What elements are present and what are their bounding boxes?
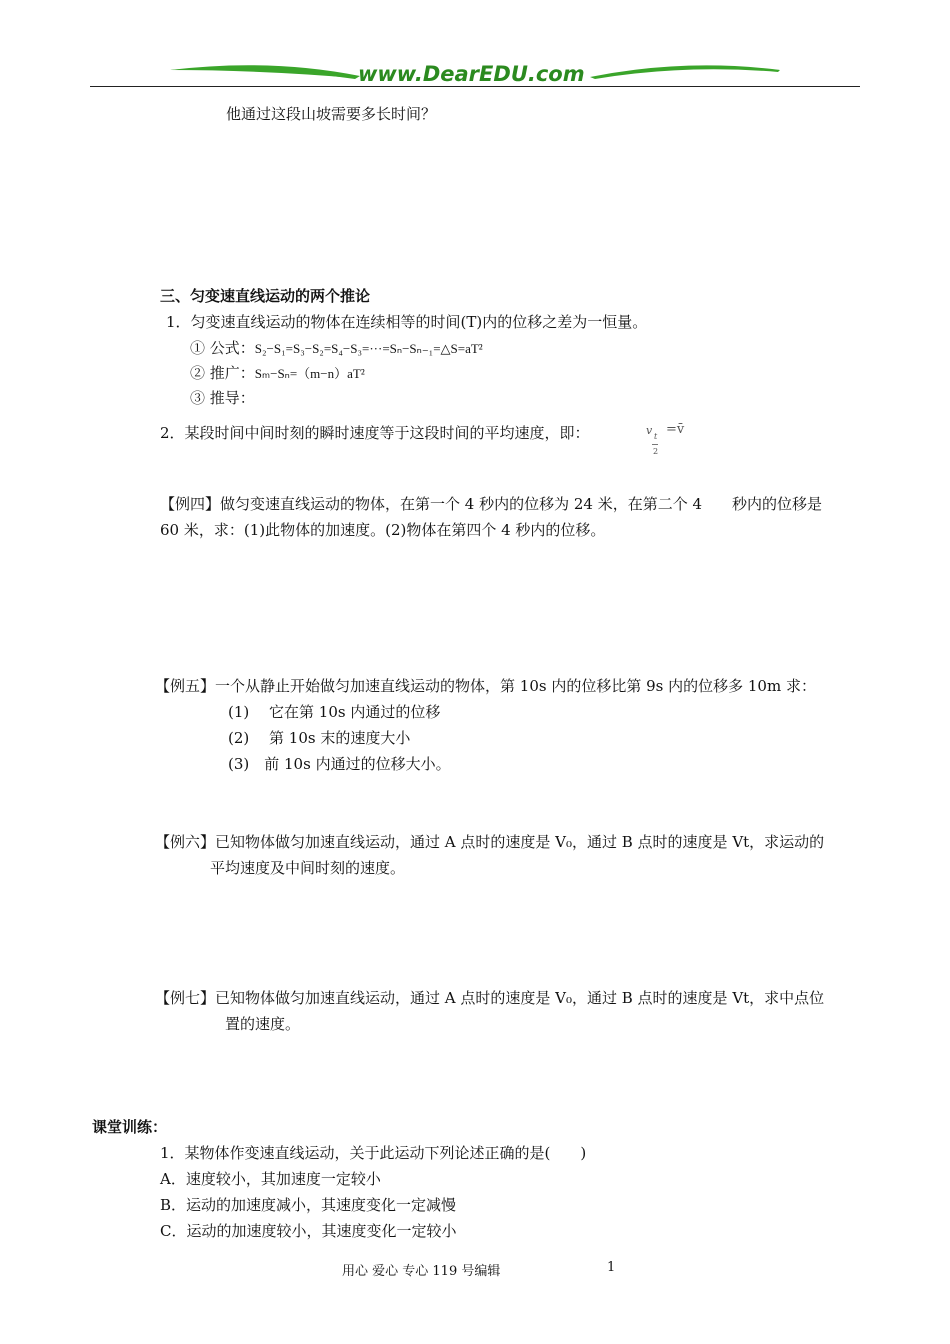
formula-symbol: 2 <box>653 447 659 456</box>
option-c: C．运动的加速度较小，其速度变化一定较小 <box>160 1222 457 1240</box>
footer-text: 用心 爱心 专心 119 号编辑 <box>342 1264 501 1279</box>
text-line: 他通过这段山坡需要多长时间？ <box>226 105 437 123</box>
formula: S₂−S₁=S₃−S₂=S₄−S₃=···=Sₙ−Sₙ₋₁=△S=aT² <box>254 341 483 356</box>
text-line: 1．匀变速直线运动的物体在连续相等的时间(T)内的位移之差为一恒量。 <box>166 313 648 331</box>
header-logo-text: www.DearEDU.com <box>358 62 585 86</box>
formula-line <box>190 363 365 384</box>
formula-line <box>190 338 483 359</box>
option-b: B．运动的加速度减小，其速度变化一定减慢 <box>160 1196 457 1214</box>
text-line: ③ 推导： <box>190 389 255 407</box>
page-number: 1 <box>607 1260 616 1275</box>
section-title: 课堂训练： <box>92 1118 168 1136</box>
example-text: 平均速度及中间时刻的速度。 <box>210 859 406 877</box>
example-text: 【例七】已知物体做匀加速直线运动，通过 A 点时的速度是 V₀，通过 B 点时的速度是 Vt，求中点位 <box>155 989 825 1007</box>
list-item: (3) 前 10s 内通过的位移大小。 <box>228 755 451 773</box>
example-text: 【例六】已知物体做匀加速直线运动，通过 A 点时的速度是 V₀，通过 B 点时的速度是 Vt，求运动的 <box>155 833 825 851</box>
option-a: A．速度较小，其加速度一定较小 <box>160 1170 381 1188</box>
formula-symbol: =v̄ <box>666 422 685 437</box>
example-text: 【例五】一个从静止开始做匀加速直线运动的物体，第 10s 内的位移比第 9s 内的位移多 10m 求： <box>155 677 816 695</box>
header-rule <box>90 86 860 87</box>
fraction-bar <box>652 444 658 445</box>
section-title: 三、匀变速直线运动的两个推论 <box>160 287 371 305</box>
example-text: 置的速度。 <box>225 1015 301 1033</box>
formula-symbol: v <box>646 424 653 437</box>
formula-symbol: t <box>654 432 658 441</box>
text-line: 2．某段时间中间时刻的瞬时速度等于这段时间的平均速度，即： <box>160 424 590 442</box>
list-item: (2) 第 10s 末的速度大小 <box>228 729 411 747</box>
list-item: (1) 它在第 10s 内通过的位移 <box>228 703 441 721</box>
question-text: 1．某物体作变速直线运动，关于此运动下列论述正确的是( ) <box>160 1144 587 1162</box>
example-text: 60 米，求：(1)此物体的加速度。(2)物体在第四个 4 秒内的位移。 <box>160 521 606 539</box>
formula: Sₘ−Sₙ=（m−n）aT² <box>254 366 365 381</box>
formula-label: ② 推广： <box>190 364 255 382</box>
formula-label: ① 公式： <box>190 339 255 357</box>
example-text: 【例四】做匀变速直线运动的物体，在第一个 4 秒内的位移为 24 米，在第二个 4 秒内的位移是 <box>160 495 823 513</box>
